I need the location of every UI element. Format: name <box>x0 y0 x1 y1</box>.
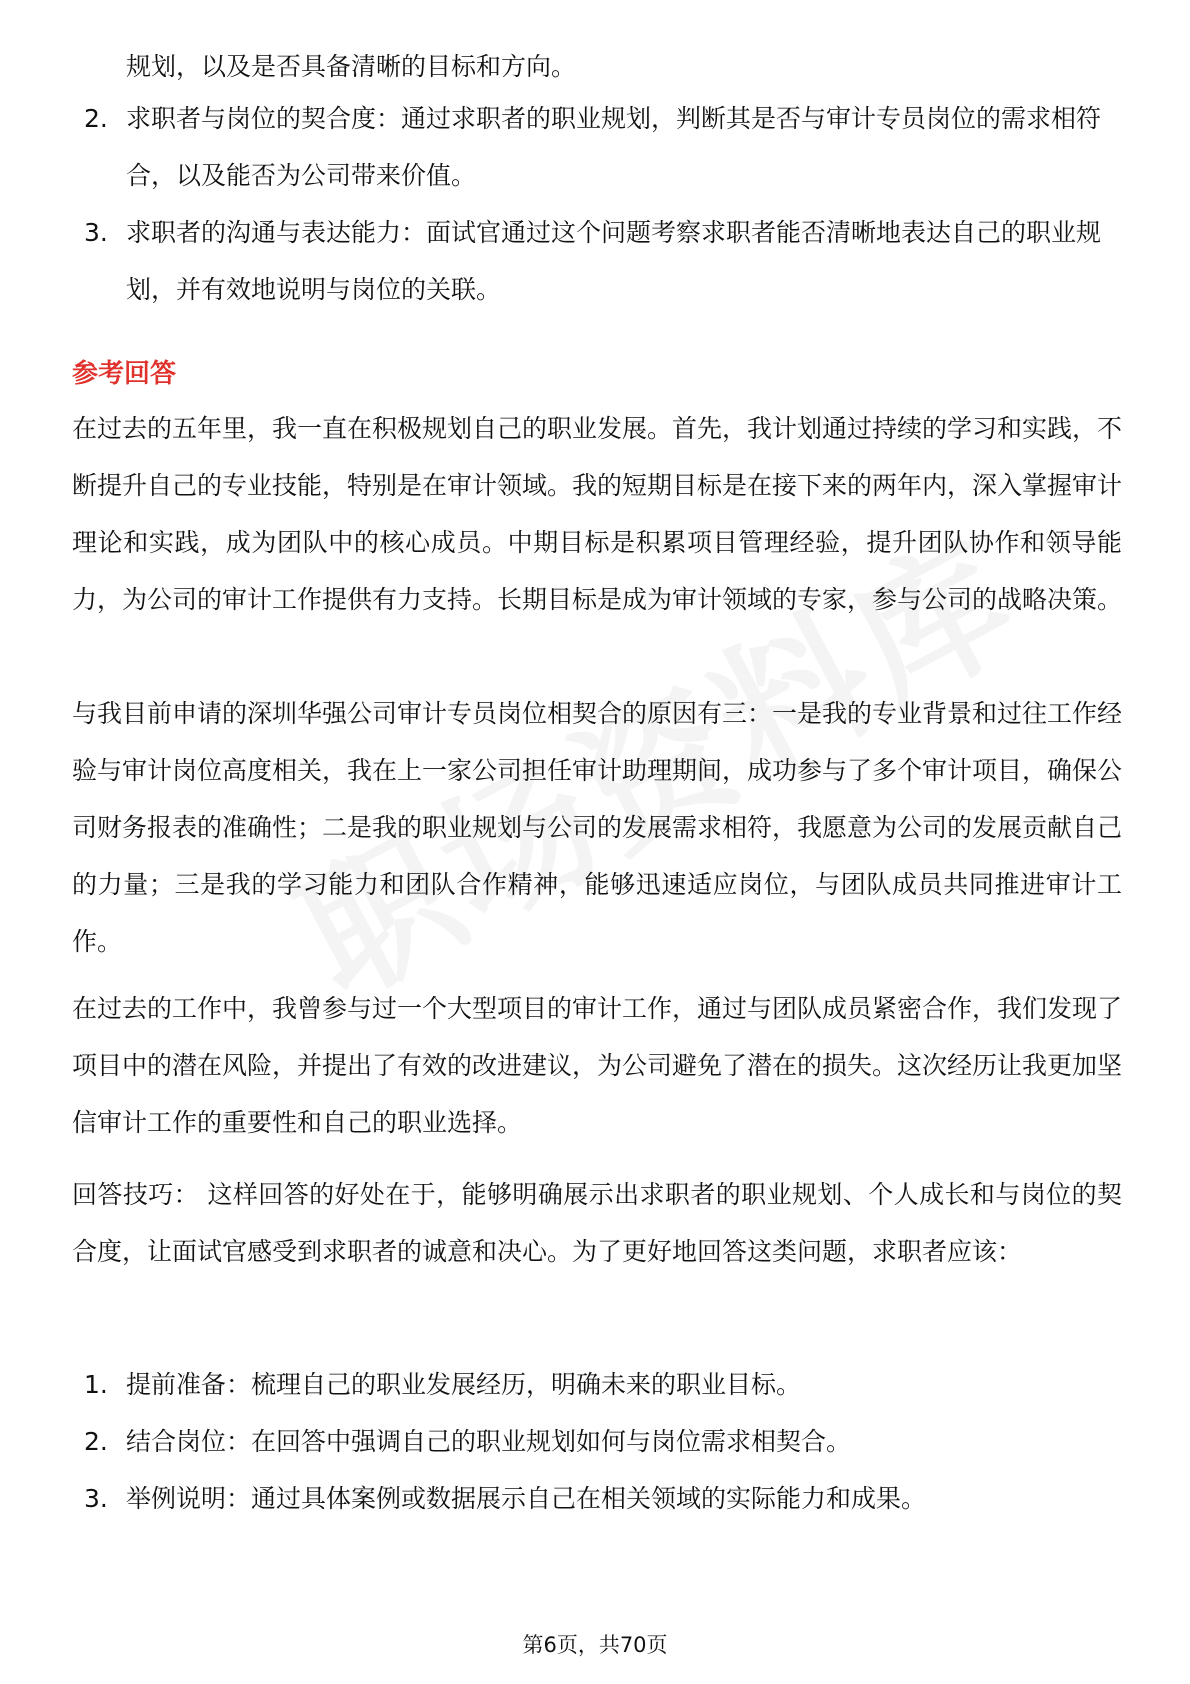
paragraph: 与我目前申请的深圳华强公司审计专员岗位相契合的原因有三：一是我的专业背景和过往工作经验与审计岗位高度相关，我在上一家公司担任审计助理期间，成功参与了多个审计项目，确保公司财务报表的准确性；二是我的职业规划与公司的发展需求相符，我愿意为公司的发展贡献自己的力量；三是我的学习能力和团队合作精神，能够迅速适应岗位，与团队成员共同推进审计工作。 <box>72 699 1123 956</box>
list-item <box>72 90 1122 204</box>
list-number: 2. <box>84 104 108 133</box>
list-item <box>72 1470 1122 1527</box>
list-number: 3. <box>84 1484 108 1513</box>
list-number: 3. <box>84 218 108 247</box>
criteria-list <box>72 90 1122 318</box>
list-number: 2. <box>84 1427 108 1456</box>
continuation-text: 规划，以及是否具备清晰的目标和方向。 <box>126 52 577 81</box>
page-footer: 第6页，共70页 <box>522 1633 668 1657</box>
list-text: 求职者与岗位的契合度：通过求职者的职业规划，判断其是否与审计专员岗位的需求相符合，以及能否为公司带来价值。 <box>126 104 1102 190</box>
tips-list <box>72 1356 1122 1527</box>
paragraph: 在过去的工作中，我曾参与过一个大型项目的审计工作，通过与团队成员紧密合作，我们发现了项目中的潜在风险，并提出了有效的改进建议，为公司避免了潜在的损失。这次经历让我更加坚信审计工作的重要性和自己的职业选择。 <box>72 994 1123 1137</box>
list-text: 求职者的沟通与表达能力：面试官通过这个问题考察求职者能否清晰地表达自己的职业规划，并有效地说明与岗位的关联。 <box>126 218 1102 304</box>
list-item <box>72 1356 1122 1413</box>
list-text: 提前准备：梳理自己的职业发展经历，明确未来的职业目标。 <box>126 1370 802 1399</box>
paragraph: 回答技巧： 这样回答的好处在于，能够明确展示出求职者的职业规划、个人成长和与岗位的契合度，让面试官感受到求职者的诚意和决心。为了更好地回答这类问题，求职者应该： <box>72 1180 1122 1266</box>
list-number: 1. <box>84 1370 108 1399</box>
section-heading: 参考回答 <box>72 359 177 389</box>
list-text: 结合岗位：在回答中强调自己的职业规划如何与岗位需求相契合。 <box>126 1427 852 1456</box>
list-item <box>72 1413 1122 1470</box>
list-item <box>72 204 1122 318</box>
paragraph: 在过去的五年里，我一直在积极规划自己的职业发展。首先，我计划通过持续的学习和实践，不断提升自己的专业技能，特别是在审计领域。我的短期目标是在接下来的两年内，深入掌握审计理论和实践，成为团队中的核心成员。中期目标是积累项目管理经验，提升团队协作和领导能力，为公司的审计工作提供有力支持。长期目标是成为审计领域的专家，参与公司的战略决策。 <box>72 414 1123 614</box>
list-text: 举例说明：通过具体案例或数据展示自己在相关领域的实际能力和成果。 <box>126 1484 927 1513</box>
